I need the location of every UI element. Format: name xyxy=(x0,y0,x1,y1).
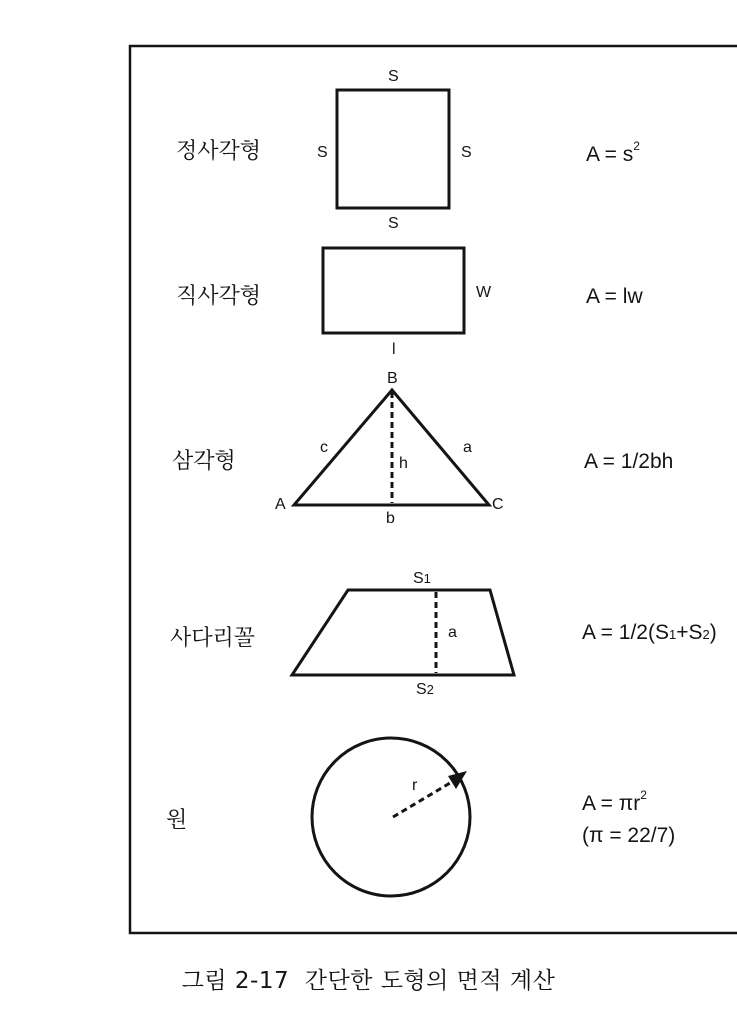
triangle-side-c: c xyxy=(320,439,328,456)
square-name: 정사각형 xyxy=(176,139,262,164)
trapezoid-name: 사다리꼴 xyxy=(170,626,256,651)
triangle-base-b: b xyxy=(386,510,395,527)
rectangle-shape xyxy=(323,248,464,333)
square-label-top: S xyxy=(388,68,399,85)
trapezoid-formula: A = 1/2(S1+S2) xyxy=(582,621,717,644)
square-formula: $A = s^2$ xyxy=(586,139,640,166)
square-shape xyxy=(337,90,449,208)
circle-name: 원 xyxy=(166,808,188,833)
triangle-name: 삼각형 xyxy=(172,449,236,474)
figure-caption: 그림 2-17 간단한 도형의 면적 계산 xyxy=(181,968,556,994)
trapezoid-label-a: a xyxy=(448,624,457,641)
circle-label-r: r xyxy=(412,777,418,794)
triangle-height-h: h xyxy=(399,455,408,472)
rectangle-label-right: W xyxy=(476,284,492,301)
circle-radius-line xyxy=(393,780,455,817)
rectangle-name: 직사각형 xyxy=(176,284,262,309)
triangle-formula: A = 1/2bh xyxy=(584,450,674,473)
trapezoid-label-s1: S1 xyxy=(413,570,431,587)
triangle-vertex-a: A xyxy=(275,496,286,513)
square-label-bottom: S xyxy=(388,215,399,232)
rectangle-label-bottom: l xyxy=(392,341,396,358)
circle-shape xyxy=(312,738,470,896)
trapezoid-shape xyxy=(292,590,514,675)
triangle-side-a: a xyxy=(463,439,472,456)
square-label-right: S xyxy=(461,144,472,161)
trapezoid-label-s2: S2 xyxy=(416,681,434,698)
triangle-vertex-b: B xyxy=(387,370,398,387)
triangle-vertex-c: C xyxy=(492,496,504,513)
circle-formula-note: (π = 22/7) xyxy=(582,824,676,847)
square-label-left: S xyxy=(317,144,328,161)
circle-formula: $A = \pi r^2$ xyxy=(582,788,647,815)
rectangle-formula: A = lw xyxy=(586,285,643,308)
